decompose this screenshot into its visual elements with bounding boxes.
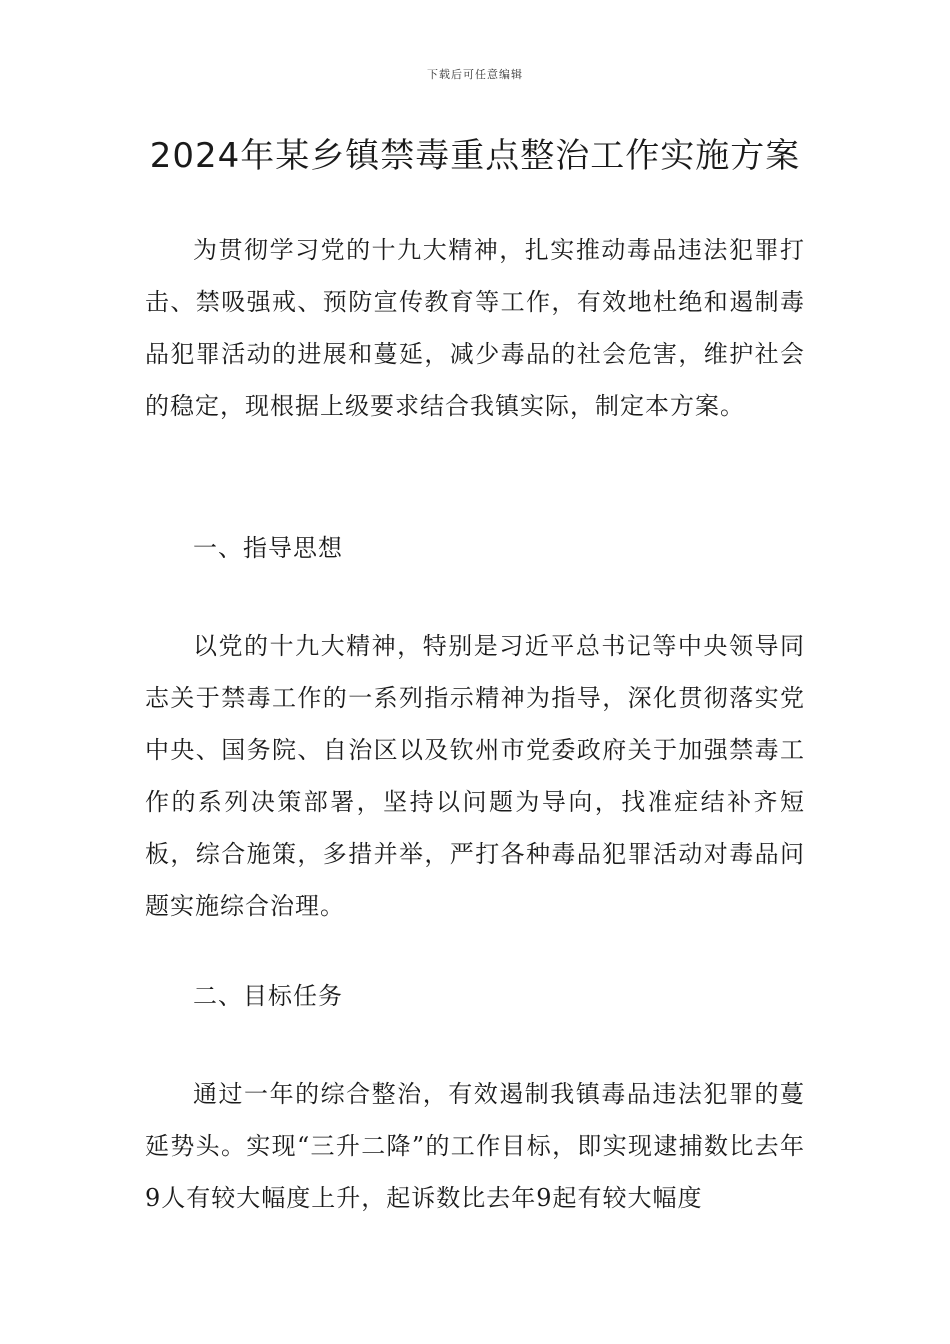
document-title: 2024年某乡镇禁毒重点整治工作实施方案 [149, 136, 801, 176]
guiding-thought-paragraph: 以党的十九大精神，特别是习近平总书记等中央领导同志关于禁毒工作的一系列指示精神为指导，深化贯彻落实党中央、国务院、自治区以及钦州市党委政府关于加强禁毒工作的系列决策部署，坚持以问题为导向，找准症结补齐短板，综合施策，多措并举，严打各种毒品犯罪活动对毒品问题实施综合治理。 [145, 632, 805, 920]
goals-paragraph: 通过一年的综合整治，有效遏制我镇毒品违法犯罪的蔓延势头。实现“三升二降”的工作目标，即实现逮捕数比去年9人有较大幅度上升，起诉数比去年9起有较大幅度 [145, 1080, 805, 1212]
section-heading-guiding-thought: 一、指导思想 [193, 534, 343, 562]
section-heading-goals: 二、目标任务 [193, 982, 343, 1010]
header-note: 下载后可任意编辑 [427, 68, 523, 81]
intro-paragraph: 为贯彻学习党的十九大精神，扎实推动毒品违法犯罪打击、禁吸强戒、预防宣传教育等工作，有效地杜绝和遏制毒品犯罪活动的进展和蔓延，减少毒品的社会危害，维护社会的稳定，现根据上级要求结合我镇实际，制定本方案。 [145, 236, 805, 420]
